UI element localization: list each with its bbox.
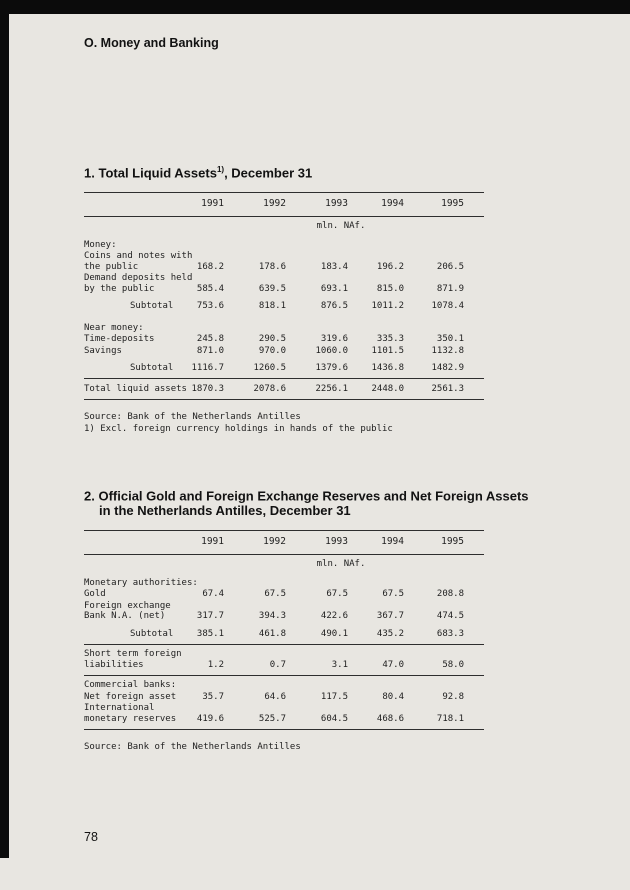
value-cell: 1060.0 — [315, 345, 348, 356]
value-cell: 1101.5 — [371, 345, 404, 356]
value-cell: 1.2 — [207, 659, 224, 670]
year-column-header: 1992 — [263, 536, 286, 548]
value-cell: 1482.9 — [431, 363, 464, 374]
value-cell: 1116.7 — [191, 363, 224, 374]
table-rule — [84, 729, 484, 730]
year-column-header: 1991 — [201, 198, 224, 210]
value-cell: 206.5 — [436, 261, 464, 272]
value-cell: 67.5 — [326, 589, 348, 600]
value-cell: 871.9 — [436, 283, 464, 294]
table-1-title-suffix: , December 31 — [224, 165, 313, 181]
year-column-header: 1992 — [263, 198, 286, 210]
page-content — [84, 36, 564, 753]
value-cell: 245.8 — [196, 334, 224, 345]
table-row — [84, 649, 484, 671]
table-rule — [84, 216, 484, 217]
value-cell: 350.1 — [436, 334, 464, 345]
table-row — [84, 345, 484, 357]
table-row — [84, 691, 484, 703]
table-rule — [84, 399, 484, 400]
unit-label: mln. NAf. — [316, 558, 366, 569]
value-cell: 3.1 — [331, 659, 348, 670]
value-cell: 970.0 — [258, 345, 286, 356]
value-cell: 2256.1 — [315, 383, 348, 394]
source-note: Source: Bank of the Netherlands Antilles — [84, 411, 301, 422]
row-label: Subtotal — [130, 301, 174, 312]
table-rule — [84, 675, 484, 676]
table-1-number: 1. — [84, 165, 95, 181]
table-row — [84, 703, 484, 725]
year-column-header: 1991 — [201, 536, 224, 548]
table-1-section — [84, 162, 564, 435]
row-label: Subtotal — [130, 363, 174, 374]
table-row — [84, 589, 484, 601]
value-cell: 35.7 — [202, 691, 224, 702]
table-rule — [84, 644, 484, 645]
year-column-header: 1993 — [325, 536, 348, 548]
value-cell: 0.7 — [269, 659, 286, 670]
year-column-header: 1994 — [381, 198, 404, 210]
row-label: Money: — [84, 239, 117, 250]
value-cell: 639.5 — [258, 283, 286, 294]
table-2-title — [84, 485, 564, 518]
row-label: Total liquid assets — [84, 383, 187, 394]
row-label: Subtotal — [130, 628, 174, 639]
value-cell: 183.4 — [320, 261, 348, 272]
table-rule — [84, 530, 484, 531]
row-label: Short term foreign liabilities — [84, 649, 182, 670]
value-cell: 718.1 — [436, 713, 464, 724]
value-cell: 525.7 — [258, 713, 286, 724]
unit-row — [84, 559, 484, 570]
row-label: Monetary authorities: — [84, 577, 198, 588]
value-cell: 422.6 — [320, 611, 348, 622]
table-row — [84, 251, 484, 273]
value-cell: 47.0 — [382, 659, 404, 670]
value-cell: 196.2 — [376, 261, 404, 272]
value-cell: 2561.3 — [431, 383, 464, 394]
unit-label: mln. NAf. — [316, 220, 366, 231]
row-label: Time-deposits — [84, 334, 155, 345]
year-column-header: 1995 — [441, 536, 464, 548]
value-cell: 683.3 — [436, 628, 464, 639]
year-column-header: 1993 — [325, 198, 348, 210]
table-row — [84, 600, 484, 622]
unit-row — [84, 221, 484, 232]
row-label: Near money: — [84, 322, 144, 333]
value-cell: 693.1 — [320, 283, 348, 294]
value-cell: 67.5 — [382, 589, 404, 600]
value-cell: 474.5 — [436, 611, 464, 622]
table-row — [84, 363, 484, 375]
value-cell: 1078.4 — [431, 301, 464, 312]
table-rule — [84, 378, 484, 379]
section-row — [84, 680, 484, 692]
value-cell: 1011.2 — [371, 301, 404, 312]
footnote: 1) Excl. foreign currency holdings in hands of the public — [84, 423, 393, 434]
value-cell: 67.5 — [264, 589, 286, 600]
value-cell: 178.6 — [258, 261, 286, 272]
chapter-heading: O. Money and Banking — [84, 36, 219, 50]
value-cell: 117.5 — [320, 691, 348, 702]
table-1-title-line1 — [84, 162, 564, 180]
value-cell: 290.5 — [258, 334, 286, 345]
value-cell: 394.3 — [258, 611, 286, 622]
table-row — [84, 334, 484, 346]
value-cell: 80.4 — [382, 691, 404, 702]
value-cell: 1379.6 — [315, 363, 348, 374]
page-number: 78 — [84, 830, 98, 844]
value-cell: 168.2 — [196, 261, 224, 272]
row-label: Gold — [84, 589, 106, 600]
value-cell: 2078.6 — [253, 383, 286, 394]
row-label: Savings — [84, 345, 122, 356]
value-cell: 1132.8 — [431, 345, 464, 356]
value-cell: 2448.0 — [371, 383, 404, 394]
value-cell: 585.4 — [196, 283, 224, 294]
value-cell: 208.8 — [436, 589, 464, 600]
row-label: Foreign exchange Bank N.A. (net) — [84, 600, 171, 622]
value-cell: 64.6 — [264, 691, 286, 702]
value-cell: 876.5 — [320, 301, 348, 312]
value-cell: 1436.8 — [371, 363, 404, 374]
value-cell: 92.8 — [442, 691, 464, 702]
row-label: Net foreign asset — [84, 691, 177, 702]
year-header-row — [84, 197, 484, 212]
table-rule — [84, 192, 484, 193]
value-cell: 468.6 — [376, 713, 404, 724]
value-cell: 319.6 — [320, 334, 348, 345]
table-row — [84, 383, 484, 395]
section-row — [84, 322, 484, 334]
source-note: Source: Bank of the Netherlands Antilles — [84, 741, 301, 752]
table-1-title — [84, 162, 564, 180]
table-body — [84, 239, 484, 400]
row-label: Commercial banks: — [84, 680, 177, 691]
section-row — [84, 239, 484, 251]
section-row — [84, 577, 484, 589]
value-cell: 58.0 — [442, 659, 464, 670]
table-2-number: 2. — [84, 488, 95, 504]
table-2-title-text: Official Gold and Foreign Exchange Reserves and Net Foreign Assets — [98, 488, 529, 504]
value-cell: 419.6 — [196, 713, 224, 724]
value-cell: 435.2 — [376, 628, 404, 639]
row-spacer — [84, 312, 484, 318]
scan-edge-top — [0, 0, 630, 14]
table-2-section — [84, 485, 564, 753]
value-cell: 753.6 — [196, 301, 224, 312]
value-cell: 818.1 — [258, 301, 286, 312]
table-row — [84, 628, 484, 640]
row-label: Demand deposits held by the public — [84, 273, 193, 294]
year-column-header: 1994 — [381, 536, 404, 548]
liquid-assets-table — [84, 192, 484, 400]
value-cell: 490.1 — [320, 628, 348, 639]
table-row — [84, 301, 484, 313]
value-cell: 335.3 — [376, 334, 404, 345]
value-cell: 461.8 — [258, 628, 286, 639]
value-cell: 1870.3 — [191, 383, 224, 394]
value-cell: 67.4 — [202, 589, 224, 600]
value-cell: 317.7 — [196, 611, 224, 622]
year-column-header: 1995 — [441, 198, 464, 210]
value-cell: 1260.5 — [253, 363, 286, 374]
scan-edge-left — [0, 0, 9, 858]
value-cell: 367.7 — [376, 611, 404, 622]
row-label: Coins and notes with the public — [84, 251, 193, 272]
value-cell: 871.0 — [196, 345, 224, 356]
reserves-table — [84, 530, 484, 730]
table-row — [84, 273, 484, 295]
value-cell: 815.0 — [376, 283, 404, 294]
table-2-title-line2: in the Netherlands Antilles, December 31 — [99, 503, 351, 519]
value-cell: 604.5 — [320, 713, 348, 724]
table-rule — [84, 554, 484, 555]
table-body — [84, 577, 484, 730]
row-label: International monetary reserves — [84, 703, 177, 724]
table-1-footnote-mark: 1) — [216, 165, 225, 174]
table-1-title-text: Total Liquid Assets — [98, 165, 217, 181]
year-header-row — [84, 535, 484, 550]
table-2-title-line1 — [84, 485, 564, 503]
value-cell: 385.1 — [196, 628, 224, 639]
